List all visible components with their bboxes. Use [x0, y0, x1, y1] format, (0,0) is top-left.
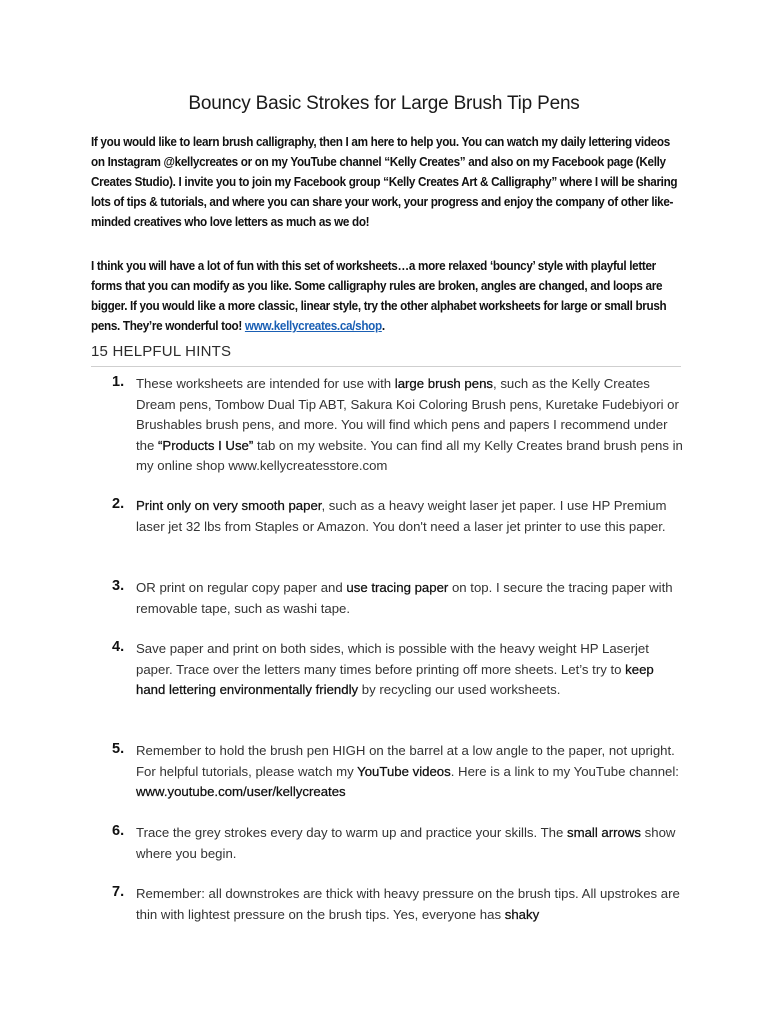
heading-divider — [91, 366, 681, 367]
hint-number: 3. — [112, 578, 125, 594]
hint-number: 7. — [112, 884, 125, 900]
hint-text: Trace the grey strokes every day to warm up and practice your skills. The small arrows show where you begin. — [136, 825, 676, 861]
intro-text-2: I think you will have a lot of fun with this set of worksheets…a more relaxed ‘bouncy’ style with playful letter forms that you can modify as you like. Some calligraphy rules are broken, angles are changed, and loops are bigger. If you would like a more classic, linear style, try the other alphabet worksheets for large or small brush pens. They’re wonderful too! — [91, 259, 667, 333]
hint-number: 5. — [112, 741, 125, 757]
hint-emphasis: Print only on very smooth paper — [136, 498, 322, 513]
intro-text-1: If you would like to learn brush calligraphy, then I am here to help you. You can watch my daily lettering videos on Instagram @kellycreates or on my YouTube channel “Kelly Creates” and also on my Facebook page (Kelly Creates Studio). I invite you to join my Facebook group “Kelly Creates Art & Calligraphy” where I will be sharing lots of tips & tutorials, and where you can share your work, your progress and enjoy the company of other like-minded creatives who love letters as much as we do! — [91, 135, 678, 229]
hint-number: 2. — [112, 496, 125, 512]
hint-emphasis: keep hand lettering environmentally friendly — [136, 661, 654, 697]
hint-number: 4. — [112, 639, 125, 655]
hint-number: 1. — [112, 374, 125, 390]
hint-text: Save paper and print on both sides, which is possible with the heavy weight HP Laserjet paper. Trace over the letters many times before printing off more sheets. Let’s try to keep hand lettering environmentally friendly by recycling our used worksheets. — [136, 641, 654, 697]
intro-paragraph-1 — [91, 132, 686, 232]
hint-number: 6. — [112, 823, 125, 839]
hint-emphasis: large brush pens — [394, 376, 494, 391]
hint-emphasis: use tracing paper — [346, 580, 449, 595]
hint-emphasis: small arrows — [566, 825, 641, 840]
document-title: Bouncy Basic Strokes for Large Brush Tip Pens — [188, 93, 580, 114]
hint-text: OR print on regular copy paper and use tracing paper on top. I secure the tracing paper with removable tape, such as washi tape. — [136, 580, 673, 616]
intro-paragraph-2 — [91, 256, 686, 336]
hint-emphasis: “Products I Use” — [158, 437, 254, 453]
hint-text: These worksheets are intended for use with large brush pens, such as the Kelly Creates Dream pens, Tombow Dual Tip ABT, Sakura Koi Coloring Brush pens, Kuretake Fudebiyori or Brushables brush pens, and more. You will find which pens and papers I recommend under the “Products I Use” tab on my website. You can find all my Kelly Creates brand brush pens in my online shop www.kellycreatesstore.com — [136, 376, 683, 473]
hint-text: Remember: all downstrokes are thick with heavy pressure on the brush tips. All upstrokes are thin with lightest pressure on the brush tips. Yes, everyone has shaky — [136, 886, 680, 922]
hint-emphasis: shaky — [504, 906, 540, 922]
hint-text: Remember to hold the brush pen HIGH on the barrel at a low angle to the paper, not upright. For helpful tutorials, please watch my YouTube videos. Here is a link to my YouTube channel: www.youtube.com/user/kellycreates — [136, 743, 679, 799]
youtube-channel-link[interactable]: www.youtube.com/user/kellycreates — [136, 784, 346, 799]
hint-emphasis: YouTube videos — [357, 763, 451, 779]
hint-text: Print only on very smooth paper, such as a heavy weight laser jet paper. I use HP Premium laser jet 32 lbs from Staples or Amazon. You don't need a laser jet printer to use this paper. — [136, 498, 667, 534]
shop-link[interactable]: www.kellycreates.ca/shop — [244, 319, 382, 333]
shop-link-tail: . — [381, 319, 385, 333]
hints-heading: 15 HELPFUL HINTS — [91, 343, 232, 360]
